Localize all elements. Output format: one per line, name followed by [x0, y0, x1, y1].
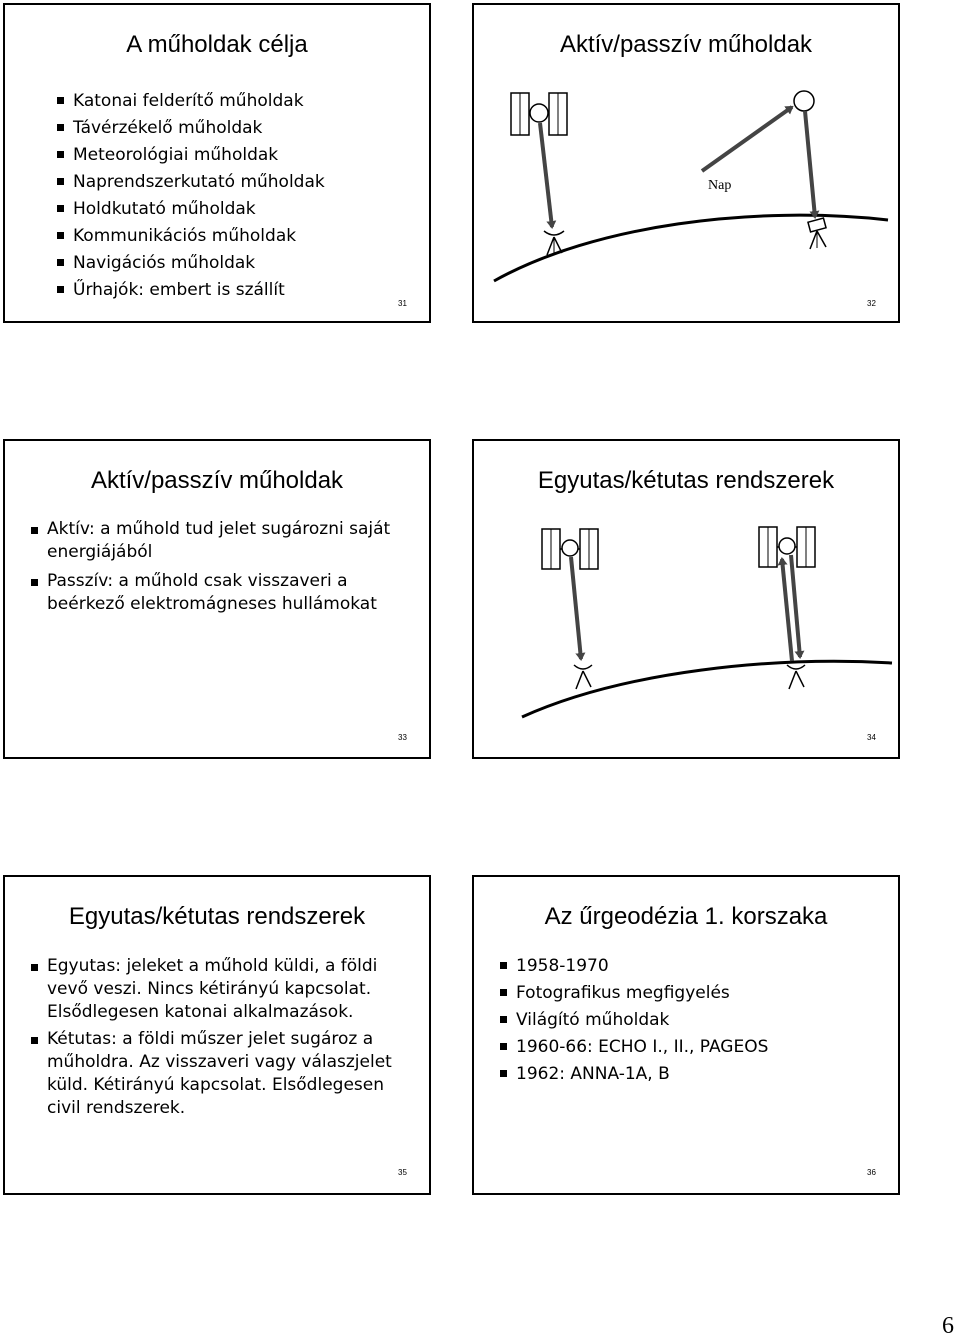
sunlight-arrow — [702, 107, 792, 171]
slide-number: 32 — [867, 299, 876, 308]
slide-32 — [472, 3, 900, 323]
list-item: Katonai felderítő műholdak — [57, 88, 417, 115]
list-item: Kommunikációs műholdak — [57, 223, 417, 250]
slide-31 — [3, 3, 431, 323]
list-item: Passzív: a műhold csak visszaveri a beérkező elektromágneses hullámokat — [31, 570, 411, 616]
slide-number: 35 — [398, 1168, 407, 1177]
slide-33 — [3, 439, 431, 759]
bullet-list — [57, 88, 417, 304]
slide-number: 34 — [867, 733, 876, 742]
list-item: Fotografikus megfigyelés — [500, 980, 880, 1007]
slide-34 — [472, 439, 900, 759]
slide-number: 31 — [398, 299, 407, 308]
slide-title: Egyutas/kétutas rendszerek — [537, 467, 835, 494]
list-item: 1958-1970 — [500, 953, 880, 980]
ground-antenna-icon — [787, 665, 805, 689]
earth-surface — [522, 661, 892, 717]
uplink-arrow — [782, 559, 792, 661]
list-item: Világító műholdak — [500, 1007, 880, 1034]
list-item: Holdkutató műholdak — [57, 196, 417, 223]
list-item: Aktív: a műhold tud jelet sugározni saját energiájából — [31, 518, 411, 564]
slide-title: A műholdak célja — [126, 31, 308, 58]
active-passive-diagram — [474, 5, 898, 321]
downlink-arrow — [791, 555, 800, 657]
slide-title: Egyutas/kétutas rendszerek — [68, 903, 366, 930]
list-item: Egyutas: jeleket a műhold küldi, a földi vevő veszi. Nincs kétirányú kapcsolat. Elsődlegesen katonai alkalmazások. — [31, 955, 416, 1024]
slide-35 — [3, 875, 431, 1195]
list-item: 1960-66: ECHO I., II., PAGEOS — [500, 1034, 880, 1061]
one-way-two-way-diagram — [474, 441, 898, 757]
slide-36 — [472, 875, 900, 1195]
signal-arrow — [540, 123, 552, 227]
slide-title: Aktív/passzív műholdak — [90, 467, 344, 494]
reflected-arrow — [805, 111, 815, 217]
list-item: 1962: ANNA-1A, B — [500, 1061, 880, 1088]
sun-label: Nap — [708, 178, 732, 193]
bullet-list — [500, 953, 880, 1088]
slide-number: 36 — [867, 1168, 876, 1177]
list-item: Távérzékelő műholdak — [57, 115, 417, 142]
bullet-list — [31, 955, 416, 1120]
ground-camera-icon — [808, 218, 826, 249]
bullet-list — [31, 518, 411, 616]
ground-antenna-icon — [574, 665, 592, 689]
slide-number: 33 — [398, 733, 407, 742]
slide-title: Az űrgeodézia 1. korszaka — [544, 903, 828, 930]
list-item: Meteorológiai műholdak — [57, 142, 417, 169]
list-item: Naprendszerkutató műholdak — [57, 169, 417, 196]
slide-title: Aktív/passzív műholdak — [559, 31, 813, 58]
one-way-arrow — [571, 557, 581, 659]
page-number: 6 — [942, 1313, 954, 1339]
list-item: Navigációs műholdak — [57, 250, 417, 277]
satellite-icon — [759, 527, 815, 567]
list-item: Kétutas: a földi műszer jelet sugároz a műholdra. Az visszaveri vagy válaszjelet küld. Kétirányú kapcsolat. Elsődlegesen civil rendszerek. — [31, 1028, 416, 1120]
ground-antenna-icon — [544, 231, 564, 255]
passive-satellite-icon — [794, 91, 814, 111]
list-item: Űrhajók: embert is szállít — [57, 277, 417, 304]
